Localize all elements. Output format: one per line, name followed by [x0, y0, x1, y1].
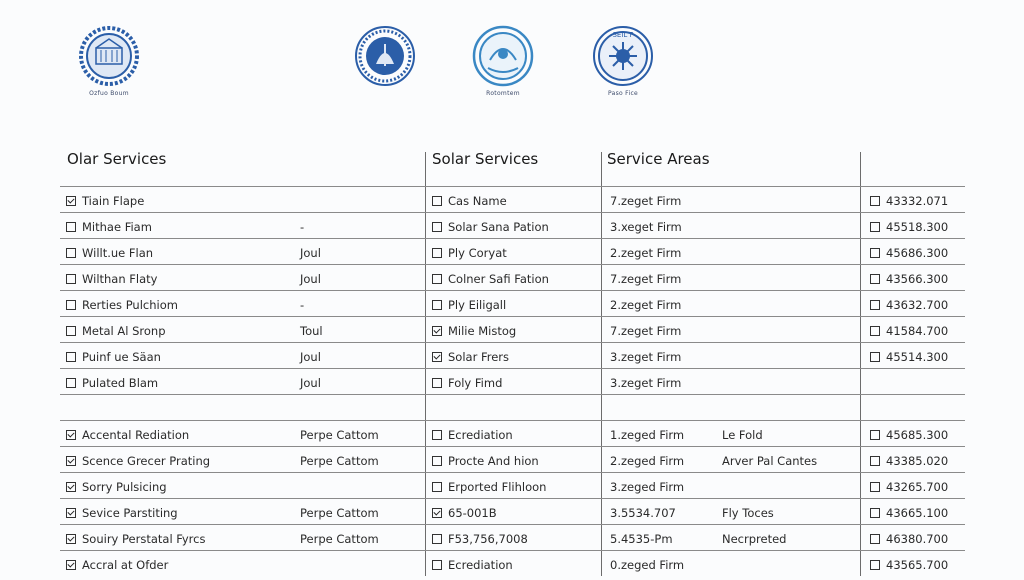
- cell-text: Joul: [300, 246, 321, 260]
- cell-text: Fly Toces: [722, 506, 774, 520]
- seal-4-text: SEIL F: [612, 31, 634, 39]
- table-cell-c4: [610, 480, 684, 494]
- row-checkbox[interactable]: [432, 248, 442, 258]
- cell-text: Ecrediation: [448, 428, 513, 442]
- cell-text: F53,756,7008: [448, 532, 528, 546]
- row-checkbox[interactable]: [66, 326, 76, 336]
- table-cell-c4: [610, 220, 682, 234]
- cell-text: Mithae Fiam: [82, 220, 152, 234]
- cell-text: Tiain Flape: [82, 194, 145, 208]
- table-cell-c2: [300, 220, 304, 234]
- table-cell-c6: [870, 324, 948, 338]
- row-checkbox[interactable]: [870, 222, 880, 232]
- row-checkbox[interactable]: [870, 430, 880, 440]
- table-cell-c4: [610, 194, 681, 208]
- cell-text: 1.zeged Firm: [610, 428, 685, 442]
- row-checkbox[interactable]: [870, 482, 880, 492]
- cell-text: 45514.300: [886, 350, 949, 364]
- table-cell-c6: [870, 428, 948, 442]
- table-cell-c3: [432, 246, 507, 260]
- cell-text: Willt.ue Flan: [82, 246, 154, 260]
- cell-text: Necrpreted: [722, 532, 787, 546]
- col-divider-1: [425, 152, 426, 576]
- table-cell-c1: [66, 272, 157, 286]
- cell-text: Metal Al Sronp: [82, 324, 166, 338]
- table-cell-c6: [870, 454, 948, 468]
- table-cell-c3: [432, 220, 549, 234]
- cell-text: Accral at Ofder: [82, 558, 169, 572]
- cell-text: Joul: [300, 376, 321, 390]
- row-divider: [60, 394, 965, 395]
- table-cell-c6: [870, 194, 948, 208]
- col-divider-2: [601, 152, 602, 576]
- seal-1-emblem: [74, 24, 144, 88]
- cell-text: 2.zeget Firm: [610, 246, 682, 260]
- row-divider: [60, 186, 965, 187]
- header-service-areas: Service Areas: [607, 150, 710, 168]
- table-cell-c4: [610, 376, 681, 390]
- row-divider: [60, 212, 965, 213]
- cell-text: Perpe Cattom: [300, 532, 379, 546]
- table-cell-c4: [610, 558, 684, 572]
- table-cell-c2: [300, 246, 321, 260]
- row-checkbox[interactable]: [870, 352, 880, 362]
- cell-text: Le Fold: [722, 428, 763, 442]
- seal-3: [468, 24, 538, 97]
- row-divider: [60, 472, 965, 473]
- row-checkbox[interactable]: [870, 560, 880, 570]
- cell-text: 2.zeget Firm: [610, 298, 682, 312]
- cell-text: 3.5534.707: [610, 506, 676, 520]
- table-cell-c3: [432, 324, 516, 338]
- table-cell-c6: [870, 506, 948, 520]
- row-divider: [60, 290, 965, 291]
- row-checkbox[interactable]: [432, 378, 442, 388]
- cell-text: 7.zeget Firm: [610, 272, 682, 286]
- table-cell-c5: [722, 532, 786, 546]
- row-checkbox[interactable]: [66, 300, 76, 310]
- row-checkbox[interactable]: [432, 508, 442, 518]
- table-cell-c3: [432, 506, 497, 520]
- row-checkbox[interactable]: [66, 274, 76, 284]
- table-cell-c1: [66, 246, 153, 260]
- table-cell-c6: [870, 558, 948, 572]
- table-cell-c1: [66, 558, 168, 572]
- table-cell-c2: [300, 428, 379, 442]
- cell-text: Perpe Cattom: [300, 506, 379, 520]
- table-cell-c6: [870, 272, 948, 286]
- cell-text: Sorry Pulsicing: [82, 480, 167, 494]
- cell-text: Joul: [300, 350, 321, 364]
- cell-text: 7.zeget Firm: [610, 324, 682, 338]
- row-divider: [60, 420, 965, 421]
- table-cell-c2: [300, 272, 321, 286]
- cell-text: Cas Name: [448, 194, 507, 208]
- table-cell-c1: [66, 324, 166, 338]
- cell-text: 43566.300: [886, 272, 949, 286]
- table-cell-c4: [610, 272, 681, 286]
- cell-text: 3.zeget Firm: [610, 350, 682, 364]
- table-cell-c4: [610, 532, 673, 546]
- cell-text: Scence Grecer Prating: [82, 454, 211, 468]
- cell-text: Procte And hion: [448, 454, 539, 468]
- header-solar-services: Solar Services: [432, 150, 539, 168]
- cell-text: -: [300, 298, 305, 312]
- table-cell-c4: [610, 246, 681, 260]
- cell-text: 45685.300: [886, 428, 949, 442]
- row-checkbox[interactable]: [432, 222, 442, 232]
- table-cell-c1: [66, 454, 210, 468]
- table-cell-c3: [432, 532, 528, 546]
- row-checkbox[interactable]: [432, 352, 442, 362]
- cell-text: 43265.700: [886, 480, 949, 494]
- row-divider: [60, 498, 965, 499]
- cell-text: 2.zeged Firm: [610, 454, 685, 468]
- row-checkbox[interactable]: [870, 300, 880, 310]
- table-cell-c5: [722, 428, 763, 442]
- seal-2: [350, 24, 420, 90]
- cell-text: 43385.020: [886, 454, 949, 468]
- table-cell-c6: [870, 220, 948, 234]
- services-table: [60, 150, 980, 580]
- table-cell-c1: [66, 480, 167, 494]
- cell-text: Sevice Parstiting: [82, 506, 178, 520]
- cell-text: Arver Pal Cantes: [722, 454, 818, 468]
- table-cell-c3: [432, 558, 513, 572]
- cell-text: Puinf ue Säan: [82, 350, 161, 364]
- table-cell-c4: [610, 428, 684, 442]
- cell-text: Toul: [300, 324, 323, 338]
- cell-text: 3.zeget Firm: [610, 376, 682, 390]
- table-cell-c1: [66, 220, 152, 234]
- cell-text: 46380.700: [886, 532, 949, 546]
- row-checkbox[interactable]: [66, 248, 76, 258]
- cell-text: 7.zeget Firm: [610, 194, 682, 208]
- seal-3-caption: Rotomtem: [486, 90, 520, 97]
- seal-4: [588, 24, 658, 97]
- cell-text: Ply Eiligall: [448, 298, 507, 312]
- header-olar-services: Olar Services: [67, 150, 167, 168]
- row-checkbox[interactable]: [66, 534, 76, 544]
- row-checkbox[interactable]: [432, 274, 442, 284]
- table-cell-c3: [432, 298, 506, 312]
- row-checkbox[interactable]: [870, 508, 880, 518]
- seal-4-caption: Paso Fice: [607, 90, 639, 97]
- table-cell-c3: [432, 350, 509, 364]
- cell-text: Perpe Cattom: [300, 428, 379, 442]
- seal-2-emblem: [350, 24, 420, 88]
- table-cell-c4: [610, 324, 681, 338]
- table-cell-c3: [432, 194, 507, 208]
- seal-3-emblem: [468, 24, 538, 88]
- cell-text: 45518.300: [886, 220, 949, 234]
- row-checkbox[interactable]: [66, 508, 76, 518]
- row-checkbox[interactable]: [66, 222, 76, 232]
- cell-text: Rerties Pulchiom: [82, 298, 178, 312]
- table-cell-c6: [870, 298, 948, 312]
- table-cell-c3: [432, 428, 513, 442]
- table-cell-c4: [610, 298, 681, 312]
- table-cell-c1: [66, 194, 144, 208]
- row-divider: [60, 368, 965, 369]
- table-cell-c1: [66, 376, 158, 390]
- row-divider: [60, 342, 965, 343]
- table-cell-c5: [722, 506, 774, 520]
- row-checkbox[interactable]: [870, 534, 880, 544]
- row-checkbox[interactable]: [66, 456, 76, 466]
- row-checkbox[interactable]: [870, 196, 880, 206]
- table-cell-c4: [610, 506, 676, 520]
- col-divider-3: [860, 152, 861, 576]
- cell-text: Ecrediation: [448, 558, 513, 572]
- row-divider: [60, 446, 965, 447]
- cell-text: -: [300, 220, 305, 234]
- table-cell-c2: [300, 298, 304, 312]
- row-divider: [60, 264, 965, 265]
- seal-4-emblem: [588, 24, 658, 88]
- row-checkbox[interactable]: [66, 352, 76, 362]
- cell-text: 3.xeget Firm: [610, 220, 682, 234]
- table-cell-c3: [432, 376, 502, 390]
- row-checkbox[interactable]: [66, 430, 76, 440]
- table-cell-c4: [610, 350, 681, 364]
- table-cell-c2: [300, 350, 321, 364]
- cell-text: Souiry Perstatal Fyrcs: [82, 532, 206, 546]
- cell-text: 43665.100: [886, 506, 949, 520]
- cell-text: Erported Flihloon: [448, 480, 547, 494]
- table-cell-c2: [300, 324, 323, 338]
- row-checkbox[interactable]: [432, 300, 442, 310]
- row-checkbox[interactable]: [66, 482, 76, 492]
- table-cell-c5: [722, 454, 817, 468]
- table-cell-c2: [300, 376, 321, 390]
- row-checkbox[interactable]: [432, 196, 442, 206]
- row-checkbox[interactable]: [66, 560, 76, 570]
- row-checkbox[interactable]: [432, 482, 442, 492]
- table-cell-c1: [66, 532, 205, 546]
- cell-text: 45686.300: [886, 246, 949, 260]
- row-checkbox[interactable]: [66, 196, 76, 206]
- cell-text: Joul: [300, 272, 321, 286]
- row-divider: [60, 524, 965, 525]
- cell-text: 65-001B: [448, 506, 497, 520]
- cell-text: Ply Coryat: [448, 246, 507, 260]
- seal-1: [74, 24, 144, 97]
- table-cell-c3: [432, 480, 546, 494]
- row-divider: [60, 316, 965, 317]
- row-checkbox[interactable]: [66, 378, 76, 388]
- table-cell-c1: [66, 506, 178, 520]
- table-cell-c6: [870, 350, 948, 364]
- table-cell-c1: [66, 428, 189, 442]
- row-checkbox[interactable]: [432, 326, 442, 336]
- table-cell-c3: [432, 272, 549, 286]
- row-checkbox[interactable]: [870, 248, 880, 258]
- row-divider: [60, 238, 965, 239]
- cell-text: 5.4535-Pm: [610, 532, 673, 546]
- row-checkbox[interactable]: [432, 534, 442, 544]
- cell-text: 43565.700: [886, 558, 949, 572]
- row-divider: [60, 550, 965, 551]
- cell-text: Foly Fimd: [448, 376, 503, 390]
- cell-text: Perpe Cattom: [300, 454, 379, 468]
- table-cell-c6: [870, 480, 948, 494]
- table-cell-c6: [870, 246, 948, 260]
- table-cell-c2: [300, 506, 379, 520]
- row-checkbox[interactable]: [870, 456, 880, 466]
- cell-text: Pulated Blam: [82, 376, 159, 390]
- cell-text: Colner Safi Fation: [448, 272, 549, 286]
- row-checkbox[interactable]: [432, 430, 442, 440]
- table-cell-c2: [300, 532, 379, 546]
- seal-1-caption: Ozfuo Boum: [89, 90, 129, 97]
- cell-text: Solar Sana Pation: [448, 220, 549, 234]
- table-cell-c1: [66, 350, 161, 364]
- row-checkbox[interactable]: [432, 560, 442, 570]
- row-checkbox[interactable]: [870, 326, 880, 336]
- table-cell-c3: [432, 454, 539, 468]
- cell-text: 0.zeged Firm: [610, 558, 685, 572]
- cell-text: 41584.700: [886, 324, 949, 338]
- cell-text: Accental Rediation: [82, 428, 190, 442]
- row-checkbox[interactable]: [870, 274, 880, 284]
- table-cell-c1: [66, 298, 178, 312]
- table-cell-c4: [610, 454, 684, 468]
- table-cell-c2: [300, 454, 379, 468]
- cell-text: Solar Frers: [448, 350, 510, 364]
- cell-text: Milie Mistog: [448, 324, 517, 338]
- cell-text: Wilthan Flaty: [82, 272, 158, 286]
- row-checkbox[interactable]: [432, 456, 442, 466]
- cell-text: 43632.700: [886, 298, 949, 312]
- cell-text: 43332.071: [886, 194, 949, 208]
- cell-text: 3.zeged Firm: [610, 480, 685, 494]
- table-cell-c6: [870, 532, 948, 546]
